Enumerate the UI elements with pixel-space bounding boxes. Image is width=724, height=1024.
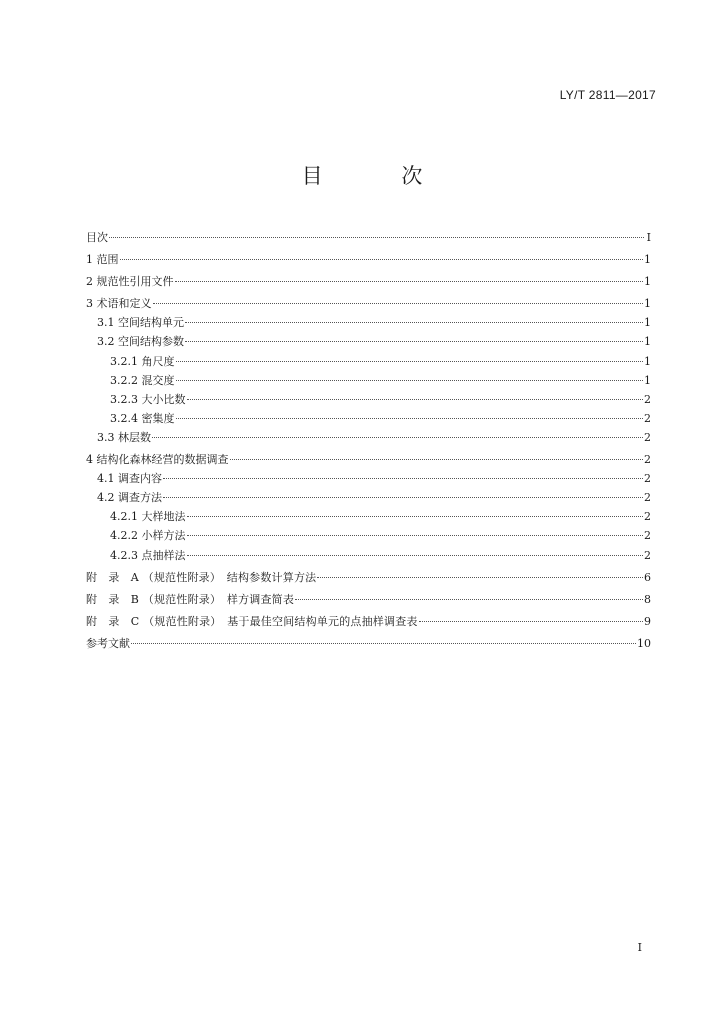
toc-entry-page: 6 [644, 570, 651, 584]
toc-entry-page: 2 [644, 392, 651, 406]
toc-leader-dots [109, 237, 644, 238]
toc-entry-label: 4.2.2 小样方法 [110, 529, 186, 543]
toc-entry-label: 4 结构化森林经营的数据调查 [86, 453, 229, 467]
toc-entry-label: 3.2 空间结构参数 [97, 335, 184, 349]
toc-leader-dots [176, 380, 644, 381]
toc-entry-page: 1 [644, 275, 651, 289]
toc-leader-dots [230, 459, 644, 460]
toc-leader-dots [185, 341, 643, 342]
toc-entry-page: I [646, 231, 651, 244]
toc-leader-dots [153, 303, 644, 304]
toc-entry-label: 附 录 A （规范性附录） 结构参数计算方法 [86, 570, 317, 584]
page-title: 目 次 [301, 164, 459, 188]
toc-leader-dots [187, 516, 644, 517]
toc-leader-dots [419, 621, 643, 622]
toc-entry[interactable] [86, 568, 651, 587]
toc-entry[interactable] [86, 526, 651, 545]
toc-entry-page: 2 [644, 491, 651, 505]
toc-entry-label: 3 术语和定义 [86, 297, 152, 311]
toc-entry[interactable] [86, 371, 651, 390]
toc-entry[interactable] [86, 313, 651, 332]
toc-leader-dots [152, 437, 643, 438]
toc-entry-page: 2 [644, 453, 651, 467]
toc-entry-page: 9 [644, 614, 651, 628]
toc-entry-label: 2 规范性引用文件 [86, 275, 174, 289]
toc-entry-label: 3.1 空间结构单元 [97, 316, 184, 330]
toc-leader-dots [187, 555, 644, 556]
toc-entry[interactable] [86, 228, 651, 247]
toc-entry[interactable] [86, 409, 651, 428]
toc-entry-label: 4.2.1 大样地法 [110, 510, 186, 524]
toc-entry[interactable] [86, 450, 651, 469]
toc-entry-page: 8 [644, 592, 651, 606]
toc-entry-label: 4.1 调查内容 [97, 472, 162, 486]
toc-entry-page: 1 [644, 354, 651, 368]
toc-entry-page: 1 [644, 253, 651, 267]
toc-entry-page: 1 [644, 316, 651, 330]
toc-entry[interactable] [86, 428, 651, 447]
toc-leader-dots [176, 361, 644, 362]
toc-entry[interactable] [86, 294, 651, 313]
standard-code: LY/T 2811—2017 [559, 88, 656, 102]
toc-entry[interactable] [86, 546, 651, 565]
toc-entry-page: 2 [644, 430, 651, 444]
toc-entry-label: 附 录 C （规范性附录） 基于最佳空间结构单元的点抽样调查表 [86, 614, 418, 628]
toc-entry-page: 2 [644, 411, 651, 425]
table-of-contents [86, 228, 651, 653]
toc-entry[interactable] [86, 332, 651, 351]
toc-entry-label: 1 范围 [86, 253, 119, 267]
toc-entry-label: 3.2.3 大小比数 [110, 392, 186, 406]
toc-leader-dots [163, 497, 643, 498]
toc-entry[interactable] [86, 352, 651, 371]
toc-entry-page: 2 [644, 548, 651, 562]
toc-entry-label: 4.2 调查方法 [97, 491, 162, 505]
toc-entry[interactable] [86, 507, 651, 526]
toc-entry-label: 3.2.2 混交度 [110, 373, 175, 387]
toc-entry[interactable] [86, 634, 651, 653]
toc-entry[interactable] [86, 272, 651, 291]
toc-entry-label: 目次 [86, 231, 108, 244]
toc-entry-page: 2 [644, 510, 651, 524]
toc-entry[interactable] [86, 488, 651, 507]
toc-entry-page: 1 [644, 335, 651, 349]
toc-entry[interactable] [86, 612, 651, 631]
toc-leader-dots [163, 478, 643, 479]
page-number: I [637, 941, 642, 954]
toc-entry-page: 1 [644, 373, 651, 387]
toc-leader-dots [187, 399, 644, 400]
toc-leader-dots [317, 577, 643, 578]
toc-entry-page: 2 [644, 529, 651, 543]
toc-entry-label: 3.2.1 角尺度 [110, 354, 175, 368]
toc-entry-label: 附 录 B （规范性附录） 样方调查简表 [86, 592, 295, 606]
toc-leader-dots [187, 535, 644, 536]
toc-leader-dots [176, 418, 644, 419]
toc-entry[interactable] [86, 390, 651, 409]
toc-leader-dots [185, 322, 643, 323]
toc-entry[interactable] [86, 590, 651, 609]
toc-entry-page: 2 [644, 472, 651, 486]
toc-leader-dots [175, 281, 644, 282]
toc-entry-label: 3.3 林层数 [97, 430, 151, 444]
toc-entry-page: 1 [644, 297, 651, 311]
toc-entry-label: 4.2.3 点抽样法 [110, 548, 186, 562]
toc-entry[interactable] [86, 250, 651, 269]
toc-entry-label: 参考文献 [86, 636, 130, 650]
toc-entry[interactable] [86, 469, 651, 488]
toc-entry-label: 3.2.4 密集度 [110, 411, 175, 425]
toc-leader-dots [131, 643, 636, 644]
toc-leader-dots [295, 599, 643, 600]
toc-leader-dots [120, 259, 644, 260]
toc-entry-page: 10 [637, 636, 651, 650]
